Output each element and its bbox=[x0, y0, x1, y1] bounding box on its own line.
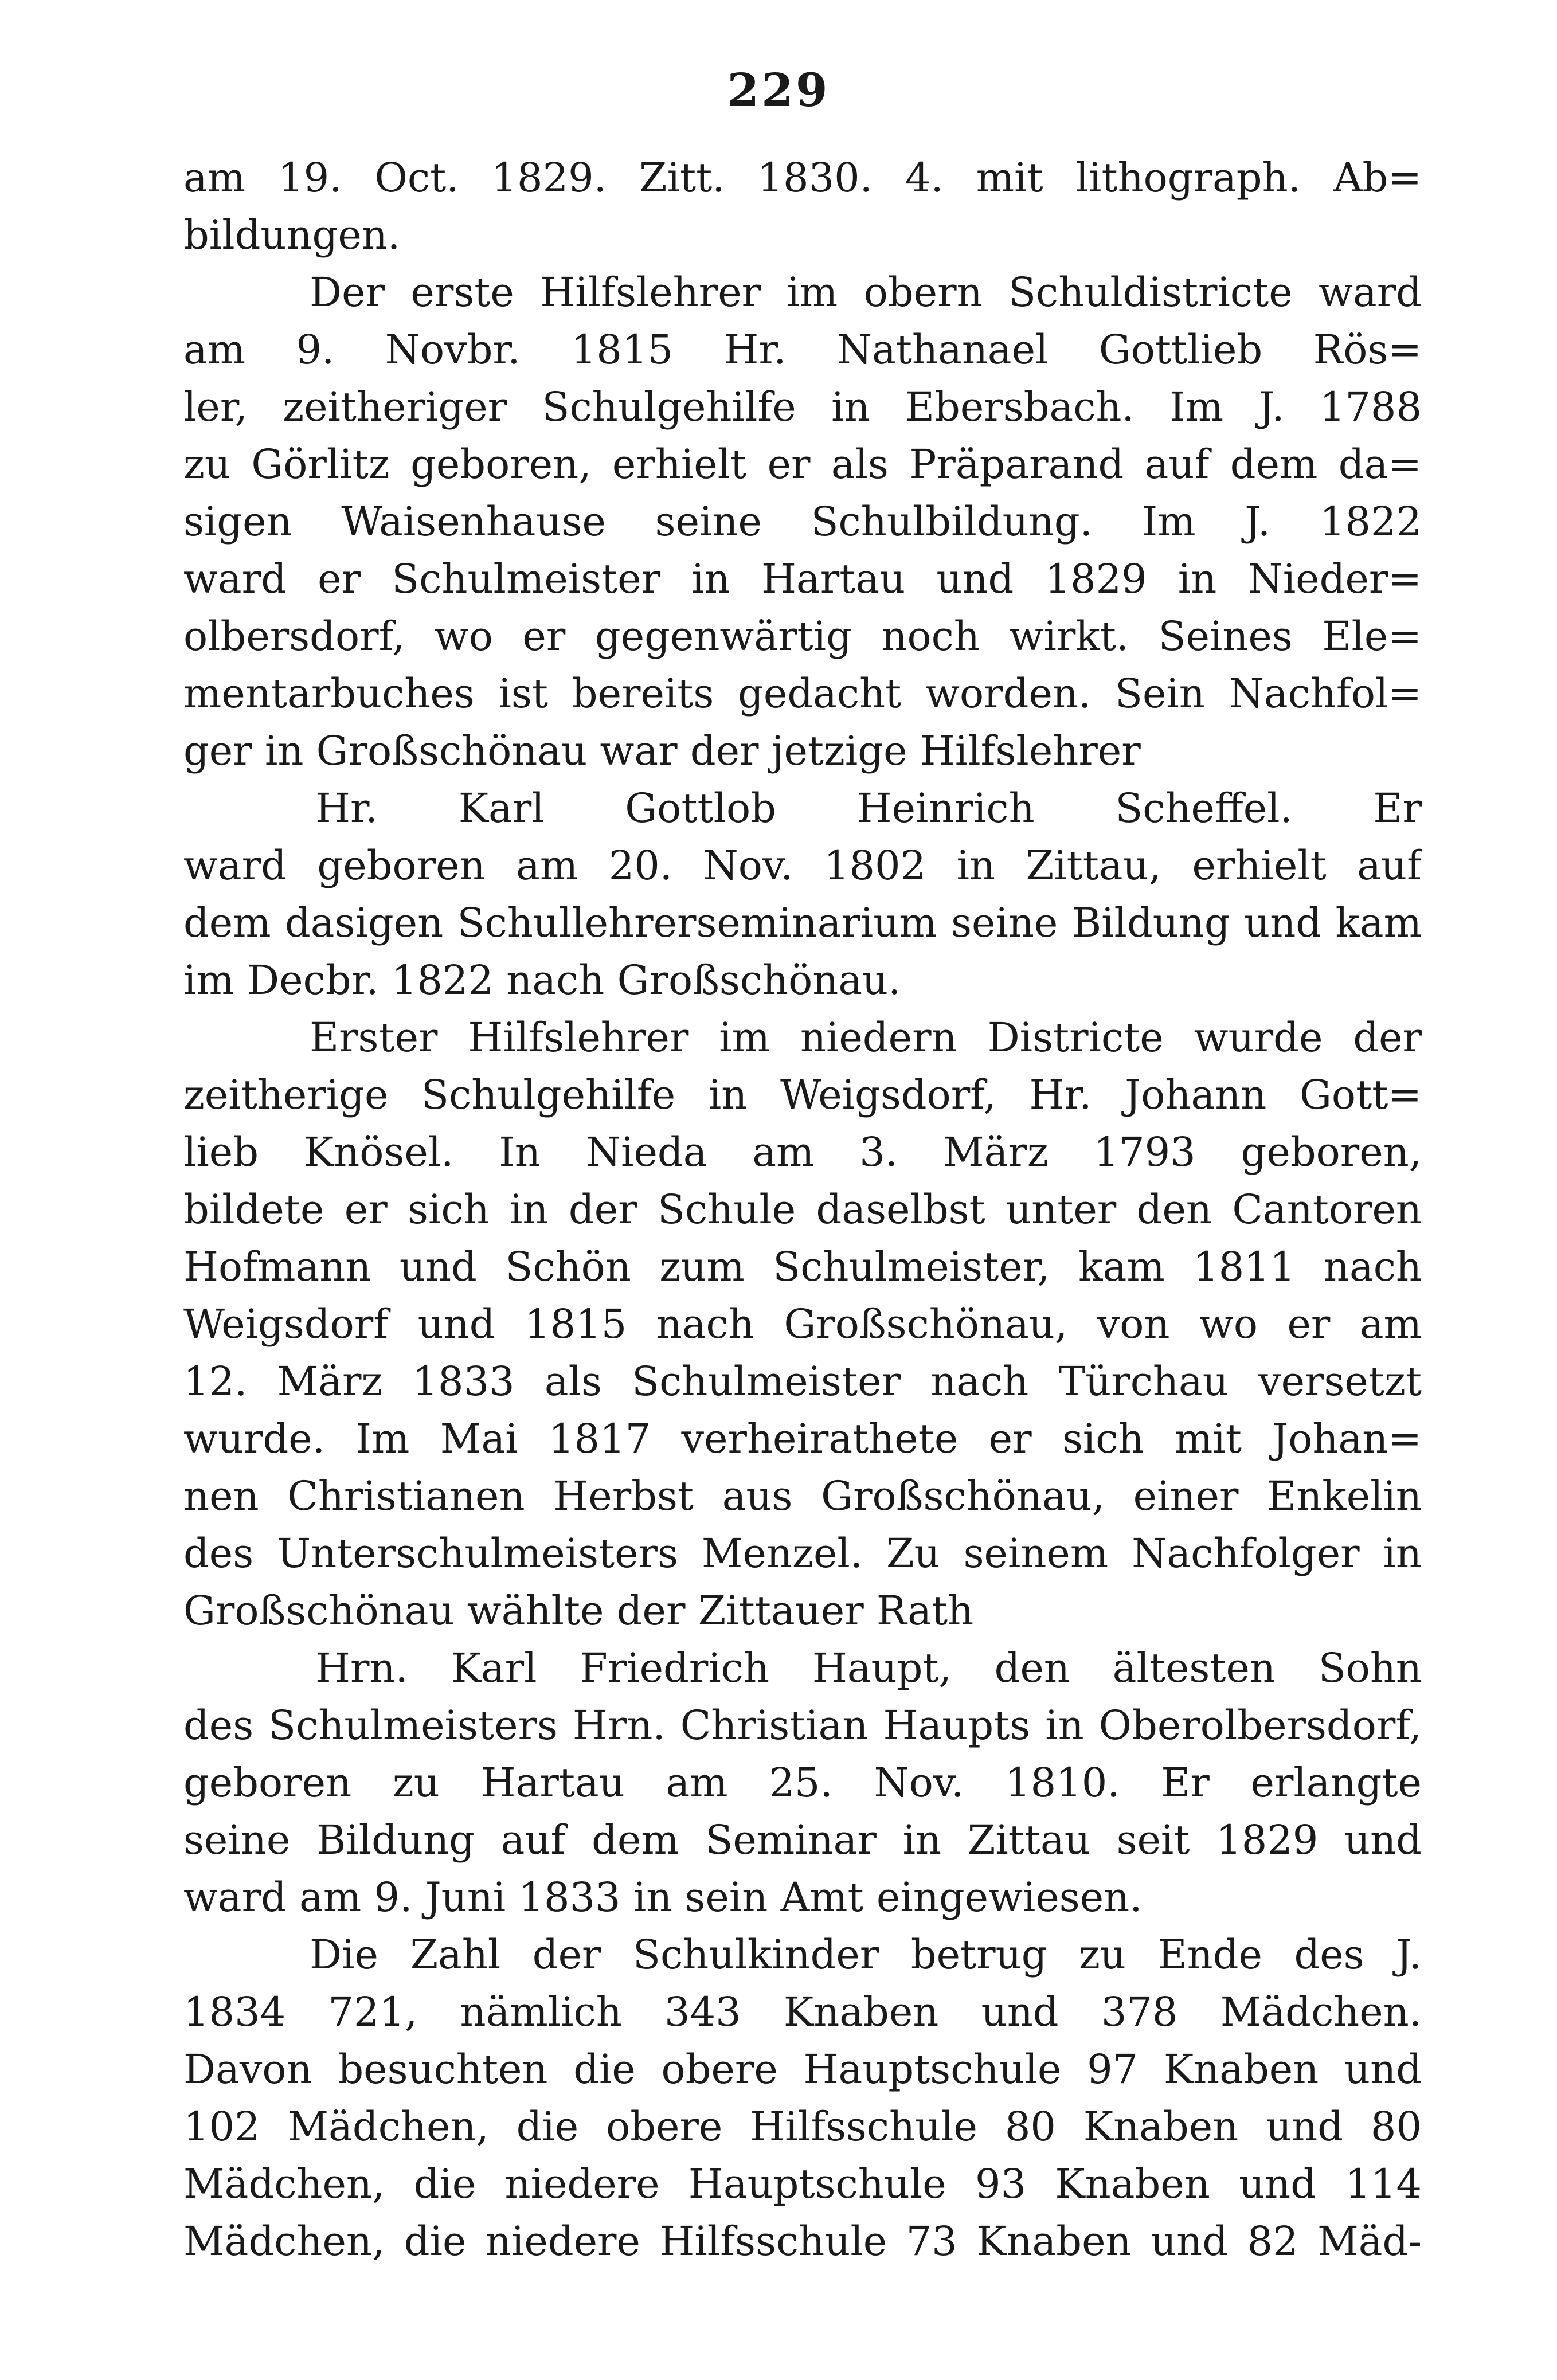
text-line: am 19. Oct. 1829. Zitt. 1830. 4. mit lithograph. Ab= bbox=[183, 154, 1422, 201]
text-line: ger in Großschönau war der jetzige Hilfslehrer bbox=[183, 727, 1141, 774]
text-line: ward am 9. Juni 1833 in sein Amt eingewiesen. bbox=[183, 1874, 1143, 1921]
text-line: wurde. Im Mai 1817 verheirathete er sich mit Johan= bbox=[183, 1415, 1422, 1462]
text-line: sigen Waisenhause seine Schulbildung. Im J. 1822 bbox=[183, 498, 1422, 545]
text-line: bildete er sich in der Schule daselbst unter den Cantoren bbox=[183, 1186, 1422, 1233]
text-line: Hr. Karl Gottlob Heinrich Scheffel. Er bbox=[315, 785, 1422, 832]
text-line: 102 Mädchen, die obere Hilfsschule 80 Knaben und 80 bbox=[183, 2103, 1422, 2150]
text-line: nen Christianen Herbst aus Großschönau, einer Enkelin bbox=[183, 1473, 1422, 1520]
text-line: Großschönau wählte der Zittauer Rath bbox=[183, 1587, 974, 1634]
text-line: am 9. Novbr. 1815 Hr. Nathanael Gottlieb Rös= bbox=[183, 326, 1422, 373]
text-line: seine Bildung auf dem Seminar in Zittau seit 1829 und bbox=[183, 1817, 1422, 1864]
text-line: ward geboren am 20. Nov. 1802 in Zittau, erhielt auf bbox=[183, 842, 1422, 889]
text-line: mentarbuches ist bereits gedacht worden. Sein Nachfol= bbox=[183, 670, 1422, 717]
text-line: im Decbr. 1822 nach Großschönau. bbox=[183, 957, 901, 1004]
text-line: Hofmann und Schön zum Schulmeister, kam 1811 nach bbox=[183, 1243, 1422, 1290]
text-line: Erster Hilfslehrer im niedern Districte wurde der bbox=[310, 1014, 1422, 1061]
text-line: Der erste Hilfslehrer im obern Schuldistricte ward bbox=[310, 269, 1422, 316]
text-line: zeitherige Schulgehilfe in Weigsdorf, Hr. Johann Gott= bbox=[183, 1071, 1422, 1118]
text-line: des Schulmeisters Hrn. Christian Haupts in Oberolbersdorf, bbox=[183, 1702, 1422, 1749]
text-line: lieb Knösel. In Nieda am 3. März 1793 geboren, bbox=[183, 1129, 1422, 1176]
text-line: des Unterschulmeisters Menzel. Zu seinem Nachfolger in bbox=[183, 1530, 1422, 1577]
text-line: bildungen. bbox=[183, 212, 401, 259]
text-line: olbersdorf, wo er gegenwärtig noch wirkt. Seines Ele= bbox=[183, 613, 1422, 660]
text-line: ward er Schulmeister in Hartau und 1829 in Nieder= bbox=[183, 555, 1422, 602]
text-line: zu Görlitz geboren, erhielt er als Präparand auf dem da= bbox=[183, 441, 1422, 488]
page-number: 229 bbox=[727, 63, 830, 117]
text-line: dem dasigen Schullehrerseminarium seine Bildung und kam bbox=[183, 899, 1422, 946]
text-line: Weigsdorf und 1815 nach Großschönau, von wo er am bbox=[183, 1301, 1422, 1348]
text-line: 1834 721, nämlich 343 Knaben und 378 Mädchen. bbox=[183, 1988, 1422, 2035]
text-line: geboren zu Hartau am 25. Nov. 1810. Er erlangte bbox=[183, 1759, 1422, 1806]
text-line: Mädchen, die niedere Hauptschule 93 Knaben und 114 bbox=[183, 2160, 1422, 2207]
text-line: ler, zeitheriger Schulgehilfe in Ebersbach. Im J. 1788 bbox=[183, 383, 1422, 430]
text-line: 12. März 1833 als Schulmeister nach Türchau versetzt bbox=[183, 1358, 1422, 1405]
text-line: Hrn. Karl Friedrich Haupt, den ältesten Sohn bbox=[315, 1645, 1422, 1692]
body-text bbox=[183, 149, 1422, 2270]
text-line: Davon besuchten die obere Hauptschule 97 Knaben und bbox=[183, 2046, 1422, 2093]
text-line: Die Zahl der Schulkinder betrug zu Ende des J. bbox=[310, 1931, 1422, 1978]
text-line: Mädchen, die niedere Hilfsschule 73 Knaben und 82 Mäd- bbox=[183, 2218, 1422, 2265]
